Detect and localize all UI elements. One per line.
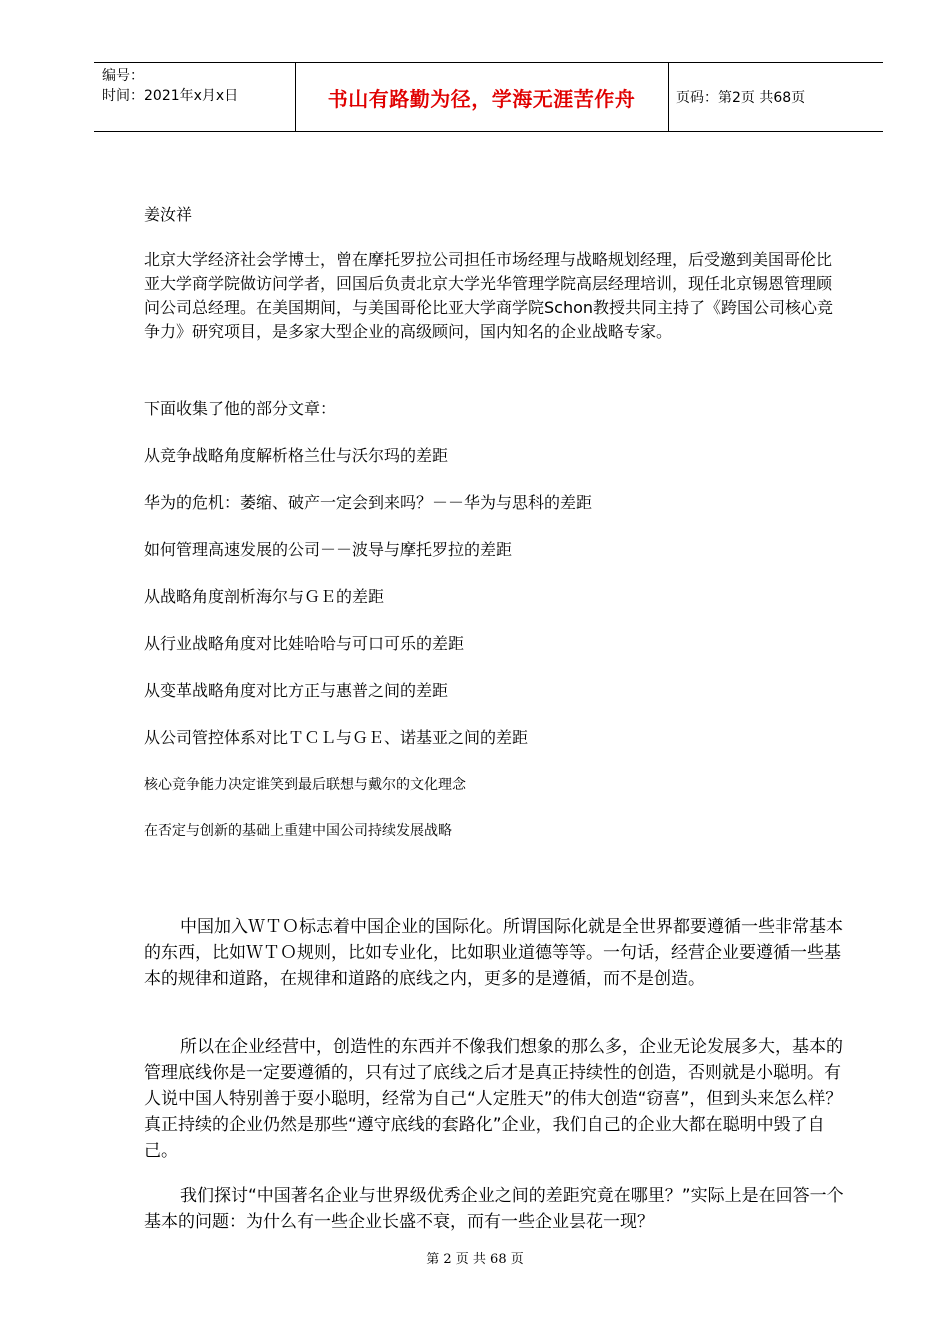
body-paragraph: 中国加入ＷＴＯ标志着中国企业的国际化。所谓国际化就是全世界都要遵循一些非常基本的东西，比如ＷＴＯ规则，比如专业化，比如职业道德等等。一句话，经营企业要遵循一些基本的规律和道路，在规律和道路的底线之内，更多的是遵循，而不是创造。 [144,917,843,989]
article-item: 华为的危机：萎缩、破产一定会到来吗？－－华为与思科的差距 [144,493,593,512]
article-item: 核心竞争能力决定谁笑到最后联想与戴尔的文化理念 [144,777,466,793]
article-item: 在否定与创新的基础上重建中国公司持续发展战略 [144,823,452,839]
header-page-label: 页码：第2页 共68页 [676,90,806,106]
body-paragraph: 所以在企业经营中，创造性的东西并不像我们想象的那么多，企业无论发展多大，基本的管理底线你是一定要遵循的，只有过了底线之后才是真正持续性的创造，否则就是小聪明。有人说中国人特别善于耍小聪明，经常为自己“人定胜天”的伟大创造“窃喜”，但到头来怎么样？真正持续的企业仍然是那些“遵守底线的套路化”企业，我们自己的企业大都在聪明中毁了自己。 [144,1037,843,1161]
article-item: 从战略角度剖析海尔与ＧＥ的差距 [144,587,385,606]
article-item: 如何管理高速发展的公司－－波导与摩托罗拉的差距 [144,540,513,559]
article-item: 从行业战略角度对比娃哈哈与可口可乐的差距 [144,634,465,653]
page-footer: 第 2 页 共 68 页 [426,1252,524,1267]
header-meta [102,66,238,106]
serial-label: 编号： [102,68,144,84]
author-bio: 北京大学经济社会学博士，曾在摩托罗拉公司担任市场经理与战略规划经理，后受邀到美国哥伦比亚大学商学院做访问学者，回国后负责北京大学光华管理学院高层经理培训，现任北京锡恩管理顾问公司总经理。在美国期间，与美国哥伦比亚大学商学院Schon教授共同主持了《跨国公司核心竞争力》研究项目，是多家大型企业的高级顾问，国内知名的企业战略专家。 [144,250,834,341]
article-item: 从公司管控体系对比ＴＣＬ与ＧＥ、诺基亚之间的差距 [144,728,529,747]
articles-intro: 下面收集了他的部分文章： [144,399,337,418]
time-label: 时间：2021年x月x日 [102,88,239,104]
body-paragraph: 我们探讨“中国著名企业与世界级优秀企业之间的差距究竟在哪里？”实际上是在回答一个基本的问题：为什么有一些企业长盛不衰，而有一些企业昙花一现？ [144,1186,844,1232]
header-divider [668,63,669,131]
article-item: 从竞争战略角度解析格兰仕与沃尔玛的差距 [144,446,449,465]
article-item: 从变革战略角度对比方正与惠普之间的差距 [144,681,449,700]
author-name: 姜汝祥 [144,205,193,224]
page-header [94,62,883,132]
header-motto: 书山有路勤为径，学海无涯苦作舟 [327,86,636,111]
